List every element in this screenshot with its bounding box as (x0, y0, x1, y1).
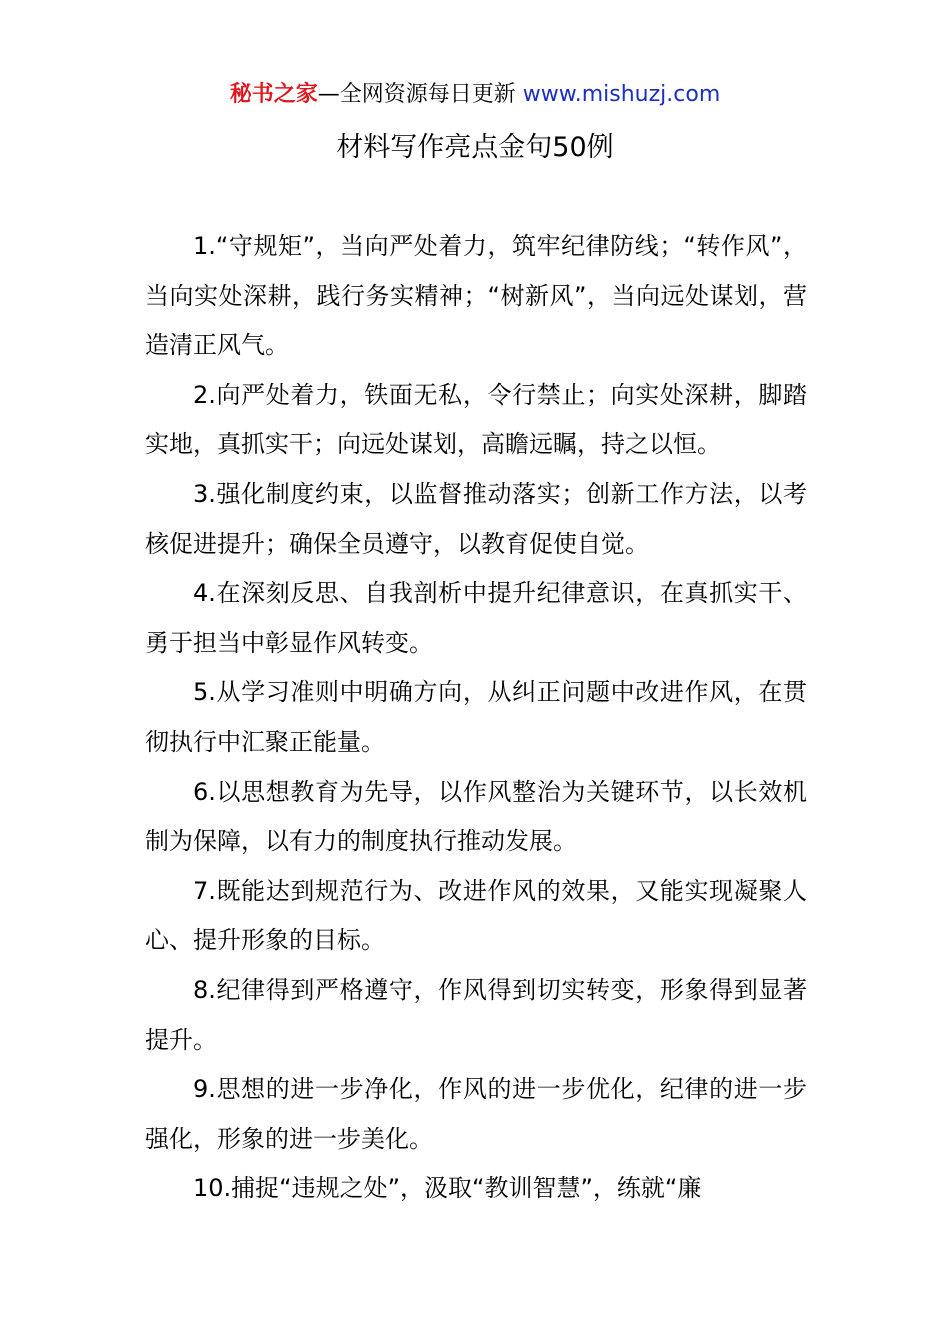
paragraph-4: 4.在深刻反思、自我剖析中提升纪律意识，在真抓实干、勇于担当中彰显作风转变。 (145, 579, 807, 657)
paragraph-6: 6.以思想教育为先导，以作风整治为关键环节，以长效机制为保障，以有力的制度执行推动发展。 (145, 777, 807, 856)
site-header (0, 78, 950, 112)
paragraph-2: 2.向严处着力，铁面无私，令行禁止；向实处深耕，脚踏实地，真抓实干；向远处谋划，高瞻远瞩，持之以恒。 (145, 380, 807, 459)
paragraph-1: 1.“守规矩”，当向严处着力，筑牢纪律防线；“转作风”，当向实处深耕，践行务实精神；“树新风”，当向远处谋划，营造清正风气。 (145, 232, 807, 360)
paragraph-8: 8.纪律得到严格遵守，作风得到切实转变，形象得到显著提升。 (145, 975, 807, 1054)
paragraph-7: 7.既能达到规范行为、改进作风的效果，又能实现凝聚人心、提升形象的目标。 (145, 876, 807, 955)
paragraph-9: 9.思想的进一步净化，作风的进一步优化，纪律的进一步强化，形象的进一步美化。 (145, 1075, 807, 1153)
site-tagline: —全网资源每日更新 (317, 82, 516, 107)
paragraph-10: 10.捕捉“违规之处”，汲取“教训智慧”，练就“廉 (193, 1174, 702, 1203)
brand-name: 秘书之家 (229, 82, 318, 107)
paragraph-3: 3.强化制度约束，以监督推动落实；创新工作方法，以考核促进提升；确保全员遵守，以教育促使自觉。 (145, 479, 807, 558)
document-body (145, 222, 807, 1214)
site-url-link[interactable]: www.mishuzj.com (522, 82, 721, 107)
document-title: 材料写作亮点金句50例 (336, 132, 614, 163)
paragraph-5: 5.从学习准则中明确方向，从纠正问题中改进作风，在贯彻执行中汇聚正能量。 (145, 678, 807, 756)
